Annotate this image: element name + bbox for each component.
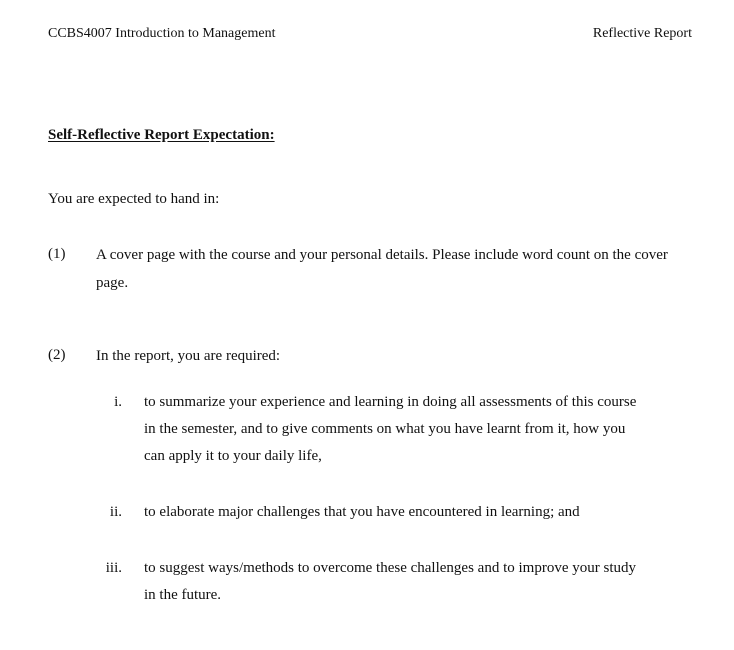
sub-item-1-text: to summarize your experience and learning in doing all assessments of this course in the semester, and to give comments on what you have learnt from it, how you can apply it to your daily life, [144, 394, 637, 464]
item-2-number: (2) [48, 347, 66, 363]
sub-item-3-number: iii. [105, 560, 122, 576]
header-document-type: Reflective Report [592, 26, 692, 41]
item-2-text: In the report, you are required: [96, 348, 281, 364]
sub-item-2-text: to elaborate major challenges that you have encountered in learning; and [144, 504, 580, 520]
intro-text: You are expected to hand in: [48, 191, 220, 207]
item-1-text: A cover page with the course and your personal details. Please include word count on the cover page. [96, 247, 668, 291]
item-1-number: (1) [48, 246, 66, 262]
sub-item-2-number: ii. [109, 504, 122, 520]
section-heading: Self-Reflective Report Expectation: [48, 127, 275, 143]
sub-item-3-text: to suggest ways/methods to overcome these challenges and to improve your study in the future. [144, 560, 636, 603]
header-course-title: CCBS4007 Introduction to Management [48, 26, 276, 41]
sub-item-1-number: i. [114, 394, 122, 410]
